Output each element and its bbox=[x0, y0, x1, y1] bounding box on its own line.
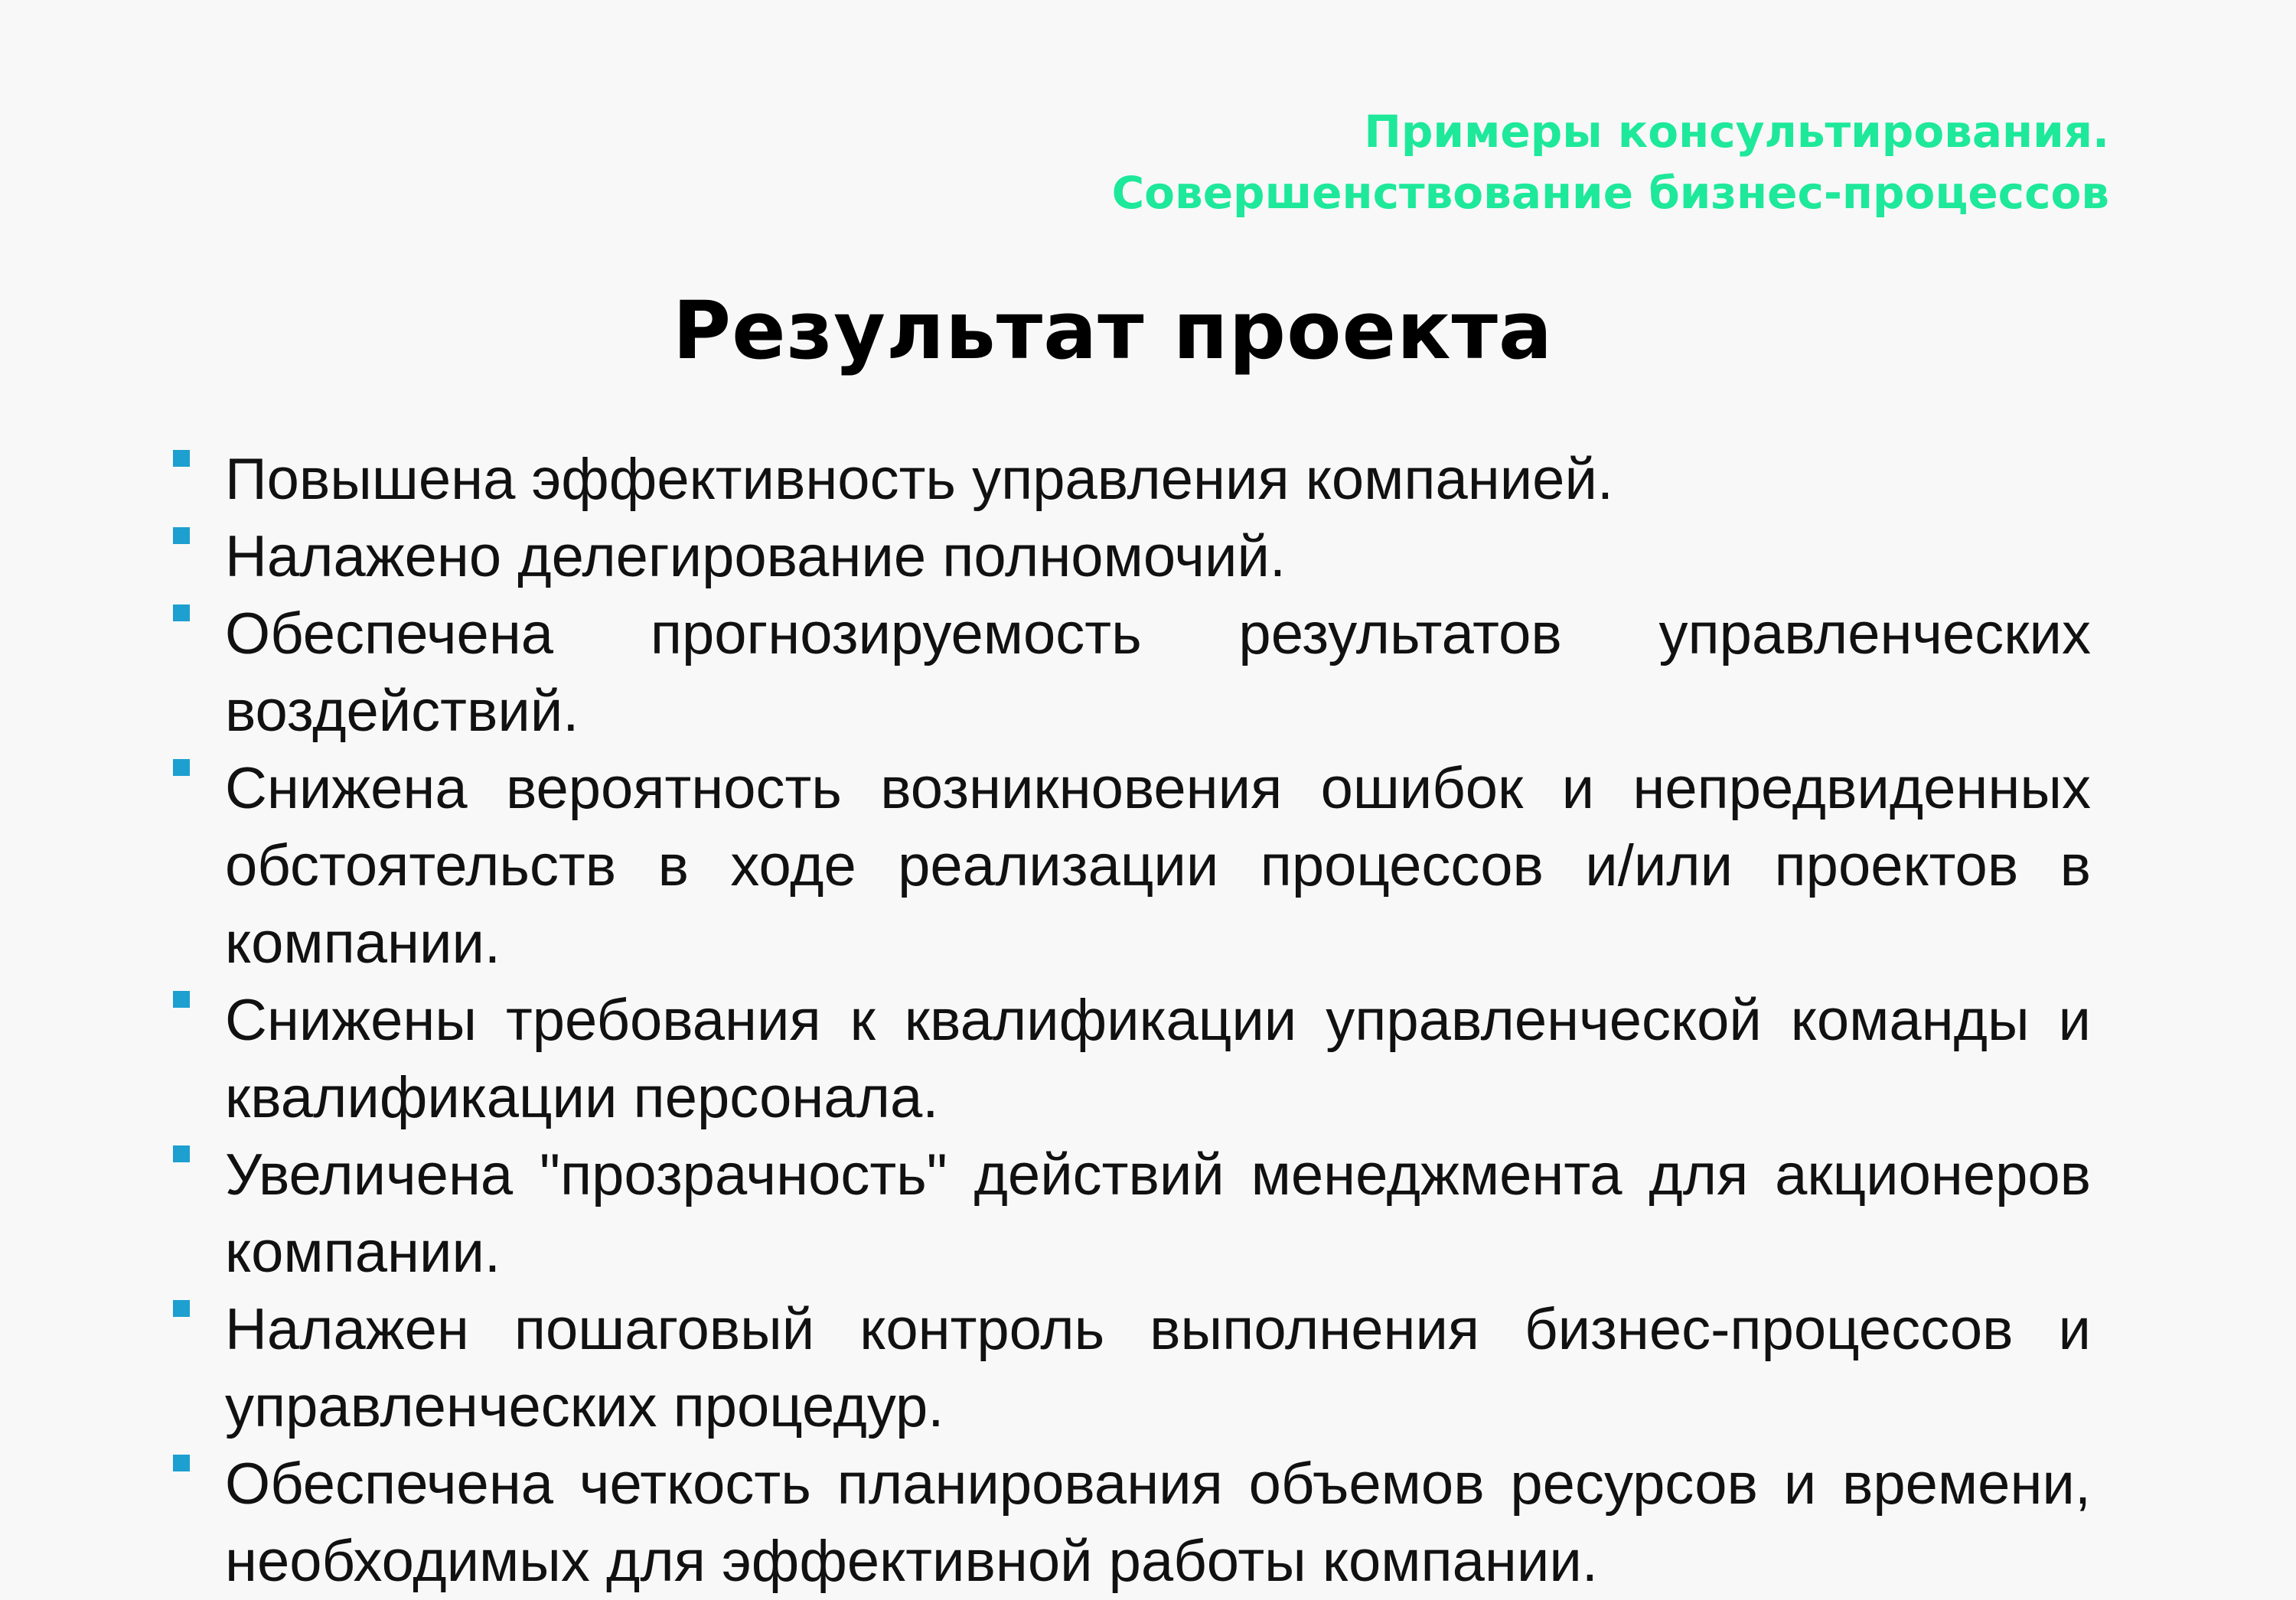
list-item bbox=[170, 1136, 2091, 1291]
slide-title: Результат проекта bbox=[672, 284, 1554, 377]
list-item-text: Увеличена "прозрачность" действий менеджмента для акционеров компании. bbox=[225, 1142, 2091, 1285]
square-bullet-icon bbox=[173, 1145, 190, 1162]
square-bullet-icon bbox=[173, 450, 190, 467]
square-bullet-icon bbox=[173, 759, 190, 776]
square-bullet-icon bbox=[173, 1300, 190, 1317]
list-item bbox=[170, 518, 2091, 595]
list-item bbox=[170, 982, 2091, 1136]
list-item-text: Налажен пошаговый контроль выполнения бизнес-процессов и управленческих процедур. bbox=[225, 1297, 2091, 1439]
result-list bbox=[170, 441, 2091, 1600]
square-bullet-icon bbox=[173, 527, 190, 544]
square-bullet-icon bbox=[173, 1455, 190, 1471]
list-item bbox=[170, 1291, 2091, 1445]
square-bullet-icon bbox=[173, 604, 190, 621]
list-item bbox=[170, 595, 2091, 750]
slide-header bbox=[1112, 101, 2109, 223]
list-item-text: Обеспечена прогнозируемость результатов управленческих воздействий. bbox=[225, 601, 2091, 744]
list-item bbox=[170, 1445, 2091, 1600]
header-line-2: Совершенствование бизнес-процессов bbox=[1111, 167, 2109, 219]
list-item bbox=[170, 441, 2091, 518]
header-line-1: Примеры консультирования. bbox=[1364, 106, 2109, 158]
square-bullet-icon bbox=[173, 991, 190, 1008]
list-item bbox=[170, 750, 2091, 982]
list-item-text: Налажено делегирование полномочий. bbox=[225, 524, 1287, 589]
list-item-text: Повышена эффективность управления компанией. bbox=[225, 447, 1614, 512]
list-item-text: Обеспечена четкость планирования объемов ресурсов и времени, необходимых для эффективной работы компании. bbox=[225, 1452, 2091, 1594]
list-item-text: Снижены требования к квалификации управленческой команды и квалификации персонала. bbox=[225, 988, 2091, 1130]
list-item-text: Снижена вероятность возникновения ошибок и непредвиденных обстоятельств в ходе реализации процессов и/или проектов в компании. bbox=[225, 756, 2091, 976]
